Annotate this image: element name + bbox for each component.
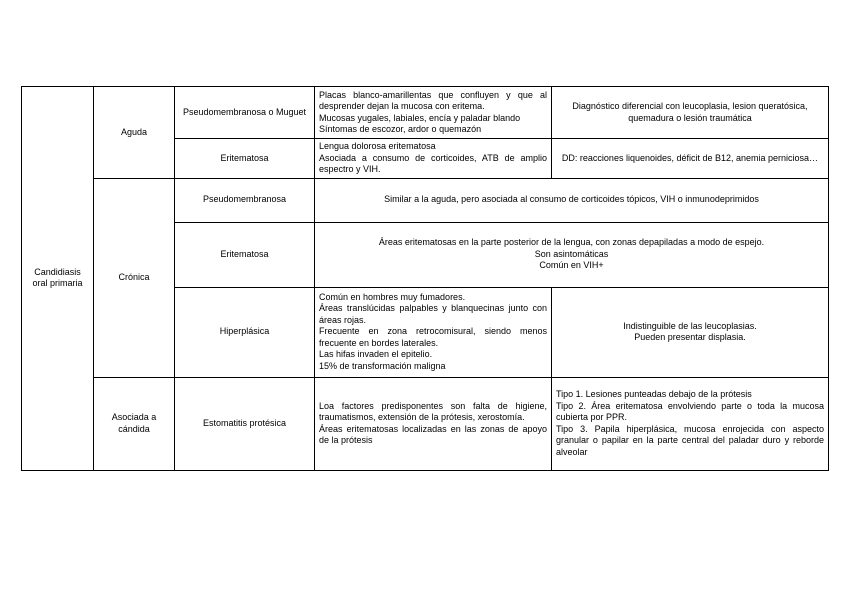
description-line: Placas blanco-amarillentas que confluyen y que al desprender dejan la mucosa con eritema. — [319, 89, 547, 111]
description-cell — [315, 287, 552, 377]
tipo-line: Tipo 2. Área eritematosa envolviendo parte o toda la mucosa cubierta por PPR. — [556, 400, 824, 422]
table-row — [22, 377, 829, 470]
description-line: Loa factores predisponentes son falta de higiene, traumatismos, extensión de la prótesis, xerostomía. — [319, 400, 547, 422]
subtype-estomatitis-protesica: Estomatitis protésica — [175, 377, 315, 470]
category-cell: Candidiasis oral primaria — [22, 87, 94, 471]
tipo-line: Tipo 3. Papila hiperplásica, mucosa enrojecida con aspecto granular o papilar en la parte central del paladar duro y reborde alveolar — [556, 423, 824, 457]
description-line: Lengua dolorosa eritematosa — [319, 141, 436, 151]
table-row — [22, 178, 829, 222]
subtype-eritematosa: Eritematosa — [175, 139, 315, 179]
description-line: Áreas translúcidas palpables y blanquecinas junto con áreas rojas. — [319, 303, 547, 325]
candidiasis-table — [21, 86, 829, 471]
description-line: Común en VIH+ — [539, 260, 604, 271]
tipo-line: Tipo 1. Lesiones punteadas debajo de la prótesis — [556, 389, 752, 399]
description-line: Áreas eritematosas localizadas en las zonas de apoyo de la prótesis — [319, 423, 547, 445]
description-cell — [315, 87, 552, 139]
description-line: Común en hombres muy fumadores. — [319, 291, 466, 302]
description-cell: Similar a la aguda, pero asociada al consumo de corticoides tópicos, VIH o inmunodeprimidos — [315, 178, 829, 222]
differential-cell: DD: reacciones liquenoides, déficit de B12, anemia perniciosa… — [552, 139, 829, 179]
description-line: Mucosas yugales, labiales, encía y paladar blando — [319, 112, 521, 123]
differential-line: Pueden presentar displasia. — [634, 332, 746, 342]
description-line: 15% de transformación maligna — [319, 360, 446, 371]
subtype-eritematosa: Eritematosa — [175, 222, 315, 287]
subtype-pseudomembranosa-muguet: Pseudomembranosa o Muguet — [175, 87, 315, 139]
description-line: Son asintomáticas — [534, 248, 609, 259]
description-cell — [315, 222, 829, 287]
differential-cell — [552, 287, 829, 377]
type-cronica: Crónica — [94, 178, 175, 377]
subtype-hiperplasica: Hiperplásica — [175, 287, 315, 377]
differential-cell: Diagnóstico diferencial con leucoplasia, lesion queratósica, quemadura o lesión traumática — [552, 87, 829, 139]
description-line: Áreas eritematosas en la parte posterior de la lengua, con zonas depapiladas a modo de espejo. — [378, 237, 765, 248]
description-cell — [315, 377, 552, 470]
description-line: Síntomas de escozor, ardor o quemazón — [319, 124, 482, 134]
description-line: Frecuente en zona retrocomisural, siendo menos frecuente en bordes laterales. — [319, 326, 547, 348]
differential-line: Indistinguible de las leucoplasias. — [623, 320, 757, 331]
type-aguda: Aguda — [94, 87, 175, 179]
description-cell — [315, 139, 552, 179]
subtype-pseudomembranosa: Pseudomembranosa — [175, 178, 315, 222]
type-asociada-candida: Asociada a cándida — [94, 377, 175, 470]
description-line: Asociada a consumo de corticoides, ATB de amplio espectro y VIH. — [319, 152, 547, 174]
table-row — [22, 87, 829, 139]
description-line: Las hifas invaden el epitelio. — [319, 349, 433, 360]
tipos-cell — [552, 377, 829, 470]
